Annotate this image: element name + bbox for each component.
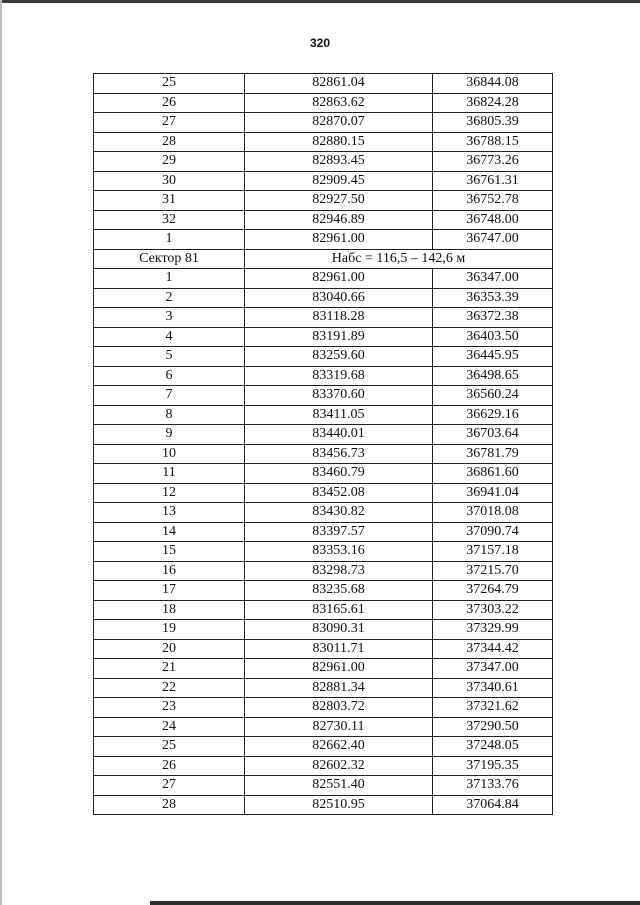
point-number-cell: 17: [94, 581, 245, 601]
table-row: [94, 327, 553, 347]
y-coordinate-cell: 37064.84: [433, 795, 553, 815]
x-coordinate-cell: 83191.89: [245, 327, 433, 347]
y-coordinate-cell: 37344.42: [433, 639, 553, 659]
x-coordinate-cell: 83090.31: [245, 620, 433, 640]
point-number-cell: 24: [94, 717, 245, 737]
x-coordinate-cell: 83452.08: [245, 483, 433, 503]
y-coordinate-cell: 36560.24: [433, 386, 553, 406]
table-row: [94, 74, 553, 94]
y-coordinate-cell: 36761.31: [433, 171, 553, 191]
point-number-cell: 14: [94, 522, 245, 542]
point-number-cell: 18: [94, 600, 245, 620]
y-coordinate-cell: 37248.05: [433, 737, 553, 757]
y-coordinate-cell: 36824.28: [433, 93, 553, 113]
point-number-cell: 2: [94, 288, 245, 308]
x-coordinate-cell: 82927.50: [245, 191, 433, 211]
point-number-cell: 19: [94, 620, 245, 640]
table-row: [94, 464, 553, 484]
y-coordinate-cell: 37264.79: [433, 581, 553, 601]
point-number-cell: 1: [94, 269, 245, 289]
table-row: [94, 698, 553, 718]
y-coordinate-cell: 36353.39: [433, 288, 553, 308]
coordinates-table: [93, 73, 553, 815]
point-number-cell: 11: [94, 464, 245, 484]
y-coordinate-cell: 36347.00: [433, 269, 553, 289]
x-coordinate-cell: 82510.95: [245, 795, 433, 815]
x-coordinate-cell: 82861.04: [245, 74, 433, 94]
table-row: [94, 308, 553, 328]
table-row: [94, 737, 553, 757]
point-number-cell: 1: [94, 230, 245, 250]
table-row: [94, 717, 553, 737]
x-coordinate-cell: 83456.73: [245, 444, 433, 464]
y-coordinate-cell: 37290.50: [433, 717, 553, 737]
y-coordinate-cell: 36805.39: [433, 113, 553, 133]
point-number-cell: 28: [94, 132, 245, 152]
x-coordinate-cell: 83259.60: [245, 347, 433, 367]
y-coordinate-cell: 36773.26: [433, 152, 553, 172]
point-number-cell: 5: [94, 347, 245, 367]
x-coordinate-cell: 83353.16: [245, 542, 433, 562]
x-coordinate-cell: 83011.71: [245, 639, 433, 659]
y-coordinate-cell: 36445.95: [433, 347, 553, 367]
table-row: [94, 756, 553, 776]
table-row: [94, 230, 553, 250]
y-coordinate-cell: 37090.74: [433, 522, 553, 542]
point-number-cell: 27: [94, 113, 245, 133]
y-coordinate-cell: 37157.18: [433, 542, 553, 562]
table-row: [94, 405, 553, 425]
table-row: [94, 581, 553, 601]
x-coordinate-cell: 83411.05: [245, 405, 433, 425]
scan-left-edge: [0, 0, 2, 905]
table-row: [94, 561, 553, 581]
table-row: [94, 483, 553, 503]
x-coordinate-cell: 83440.01: [245, 425, 433, 445]
y-coordinate-cell: 36861.60: [433, 464, 553, 484]
table-row: [94, 386, 553, 406]
table-row: [94, 113, 553, 133]
y-coordinate-cell: 36844.08: [433, 74, 553, 94]
y-coordinate-cell: 36788.15: [433, 132, 553, 152]
table-row: [94, 347, 553, 367]
table-row: [94, 678, 553, 698]
point-number-cell: 29: [94, 152, 245, 172]
x-coordinate-cell: 82870.07: [245, 113, 433, 133]
table-row: [94, 620, 553, 640]
x-coordinate-cell: 82551.40: [245, 776, 433, 796]
y-coordinate-cell: 37321.62: [433, 698, 553, 718]
point-number-cell: 23: [94, 698, 245, 718]
table-row: [94, 522, 553, 542]
x-coordinate-cell: 83235.68: [245, 581, 433, 601]
table-row: [94, 600, 553, 620]
sector-label: Сектор 81: [94, 249, 245, 269]
y-coordinate-cell: 36747.00: [433, 230, 553, 250]
x-coordinate-cell: 82662.40: [245, 737, 433, 757]
table-row: [94, 776, 553, 796]
point-number-cell: 22: [94, 678, 245, 698]
x-coordinate-cell: 83165.61: [245, 600, 433, 620]
point-number-cell: 27: [94, 776, 245, 796]
table-row: [94, 366, 553, 386]
point-number-cell: 6: [94, 366, 245, 386]
point-number-cell: 26: [94, 93, 245, 113]
x-coordinate-cell: 83397.57: [245, 522, 433, 542]
table-row: [94, 659, 553, 679]
y-coordinate-cell: 36403.50: [433, 327, 553, 347]
x-coordinate-cell: 82961.00: [245, 230, 433, 250]
sector-height-range: Набс = 116,5 – 142,6 м: [245, 249, 553, 269]
table-row: [94, 93, 553, 113]
point-number-cell: 25: [94, 737, 245, 757]
x-coordinate-cell: 82803.72: [245, 698, 433, 718]
table-row: [94, 210, 553, 230]
y-coordinate-cell: 36629.16: [433, 405, 553, 425]
y-coordinate-cell: 37133.76: [433, 776, 553, 796]
table-row: [94, 152, 553, 172]
y-coordinate-cell: 37195.35: [433, 756, 553, 776]
x-coordinate-cell: 82881.34: [245, 678, 433, 698]
point-number-cell: 25: [94, 74, 245, 94]
point-number-cell: 15: [94, 542, 245, 562]
table-row: [94, 542, 553, 562]
x-coordinate-cell: 82863.62: [245, 93, 433, 113]
x-coordinate-cell: 83460.79: [245, 464, 433, 484]
y-coordinate-cell: 36372.38: [433, 308, 553, 328]
x-coordinate-cell: 83430.82: [245, 503, 433, 523]
page-number: 320: [309, 36, 331, 50]
table-row: [94, 425, 553, 445]
point-number-cell: 7: [94, 386, 245, 406]
x-coordinate-cell: 82961.00: [245, 269, 433, 289]
x-coordinate-cell: 82946.89: [245, 210, 433, 230]
point-number-cell: 28: [94, 795, 245, 815]
y-coordinate-cell: 37215.70: [433, 561, 553, 581]
point-number-cell: 4: [94, 327, 245, 347]
point-number-cell: 16: [94, 561, 245, 581]
point-number-cell: 13: [94, 503, 245, 523]
point-number-cell: 10: [94, 444, 245, 464]
point-number-cell: 32: [94, 210, 245, 230]
point-number-cell: 21: [94, 659, 245, 679]
scan-bottom-edge: [150, 901, 640, 905]
table-row: [94, 444, 553, 464]
x-coordinate-cell: 83298.73: [245, 561, 433, 581]
point-number-cell: 8: [94, 405, 245, 425]
y-coordinate-cell: 37340.61: [433, 678, 553, 698]
y-coordinate-cell: 37329.99: [433, 620, 553, 640]
point-number-cell: 12: [94, 483, 245, 503]
table-row: [94, 269, 553, 289]
x-coordinate-cell: 82909.45: [245, 171, 433, 191]
y-coordinate-cell: 36703.64: [433, 425, 553, 445]
point-number-cell: 26: [94, 756, 245, 776]
point-number-cell: 3: [94, 308, 245, 328]
y-coordinate-cell: 37018.08: [433, 503, 553, 523]
y-coordinate-cell: 36941.04: [433, 483, 553, 503]
x-coordinate-cell: 82602.32: [245, 756, 433, 776]
table-row: [94, 288, 553, 308]
table-row: [94, 191, 553, 211]
scan-top-edge: [0, 0, 640, 3]
point-number-cell: 20: [94, 639, 245, 659]
table-row: [94, 795, 553, 815]
y-coordinate-cell: 37347.00: [433, 659, 553, 679]
x-coordinate-cell: 83370.60: [245, 386, 433, 406]
y-coordinate-cell: 36498.65: [433, 366, 553, 386]
table-row: [94, 503, 553, 523]
table-row: [94, 132, 553, 152]
x-coordinate-cell: 82893.45: [245, 152, 433, 172]
x-coordinate-cell: 82730.11: [245, 717, 433, 737]
y-coordinate-cell: 36748.00: [433, 210, 553, 230]
point-number-cell: 9: [94, 425, 245, 445]
point-number-cell: 30: [94, 171, 245, 191]
y-coordinate-cell: 37303.22: [433, 600, 553, 620]
x-coordinate-cell: 83118.28: [245, 308, 433, 328]
x-coordinate-cell: 83319.68: [245, 366, 433, 386]
x-coordinate-cell: 83040.66: [245, 288, 433, 308]
x-coordinate-cell: 82880.15: [245, 132, 433, 152]
table-row: [94, 639, 553, 659]
coordinates-table-body: [94, 74, 553, 815]
table-row: [94, 171, 553, 191]
x-coordinate-cell: 82961.00: [245, 659, 433, 679]
point-number-cell: 31: [94, 191, 245, 211]
y-coordinate-cell: 36781.79: [433, 444, 553, 464]
y-coordinate-cell: 36752.78: [433, 191, 553, 211]
sector-header-row: [94, 249, 553, 269]
